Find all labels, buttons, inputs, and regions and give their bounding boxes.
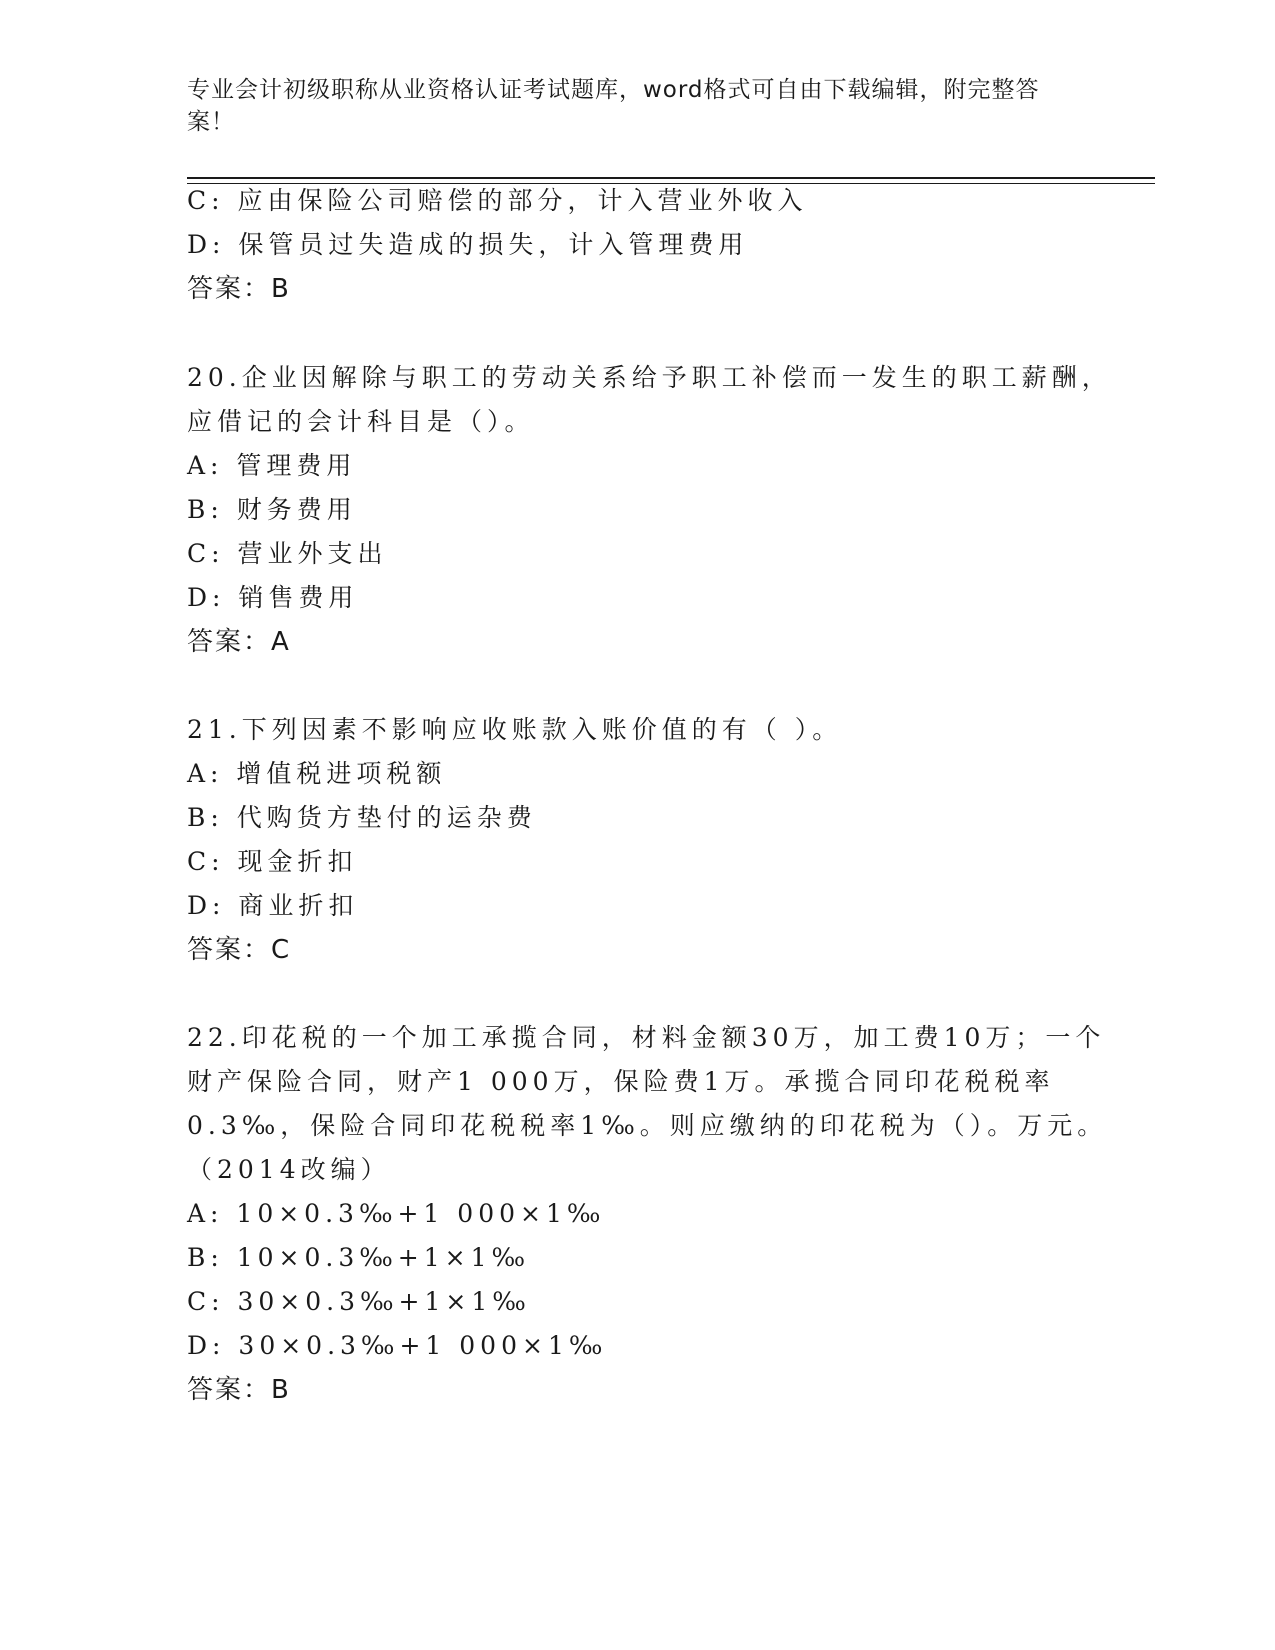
q21-option-b: B: 代购货方垫付的运杂费 xyxy=(187,803,537,832)
q20-answer: 答案：A xyxy=(187,627,291,657)
q22-stem-line2: 财产保险合同，财产1 000万，保险费1万。承揽合同印花税税率 xyxy=(187,1067,1055,1096)
q19-answer: 答案：B xyxy=(187,274,291,304)
q22-stem-line4: （2014改编） xyxy=(187,1155,391,1184)
header-divider-thick xyxy=(187,177,1155,179)
q22-option-b: B: 10×0.3‰+1×1‰ xyxy=(187,1243,531,1272)
q20-option-d: D: 销售费用 xyxy=(187,583,359,612)
q22-option-d: D: 30×0.3‰+1 000×1‰ xyxy=(187,1331,608,1360)
q21-answer: 答案：C xyxy=(187,935,292,965)
q22-stem-line3: 0.3‰，保险合同印花税税率1‰。则应缴纳的印花税为（）。万元。 xyxy=(187,1111,1108,1140)
q19-option-c: C: 应由保险公司赔偿的部分，计入营业外收入 xyxy=(187,186,808,215)
q21-stem: 21.下列因素不影响应收账款入账价值的有（ ）。 xyxy=(187,715,843,744)
q21-option-a: A: 增值税进项税额 xyxy=(187,759,447,788)
q21-option-d: D: 商业折扣 xyxy=(187,891,359,920)
q22-stem-line1: 22.印花税的一个加工承揽合同，材料金额30万，加工费10万；一个 xyxy=(187,1023,1106,1052)
q19-option-d: D: 保管员过失造成的损失，计入管理费用 xyxy=(187,230,749,259)
q20-option-a: A: 管理费用 xyxy=(187,451,357,480)
q20-option-c: C: 营业外支出 xyxy=(187,539,388,568)
q21-option-c: C: 现金折扣 xyxy=(187,847,358,876)
q20-option-b: B: 财务费用 xyxy=(187,495,357,524)
q22-option-a: A: 10×0.3‰+1 000×1‰ xyxy=(187,1199,606,1228)
q22-answer: 答案：B xyxy=(187,1375,291,1405)
page-header: 专业会计初级职称从业资格认证考试题库，word格式可自由下载编辑，附完整答案！ xyxy=(187,77,1040,135)
q20-stem-line2: 应借记的会计科目是（）。 xyxy=(187,407,535,436)
q22-option-c: C: 30×0.3‰+1×1‰ xyxy=(187,1287,531,1316)
q20-stem-line1: 20.企业因解除与职工的劳动关系给予职工补偿而一发生的职工薪酬， xyxy=(187,363,1112,392)
